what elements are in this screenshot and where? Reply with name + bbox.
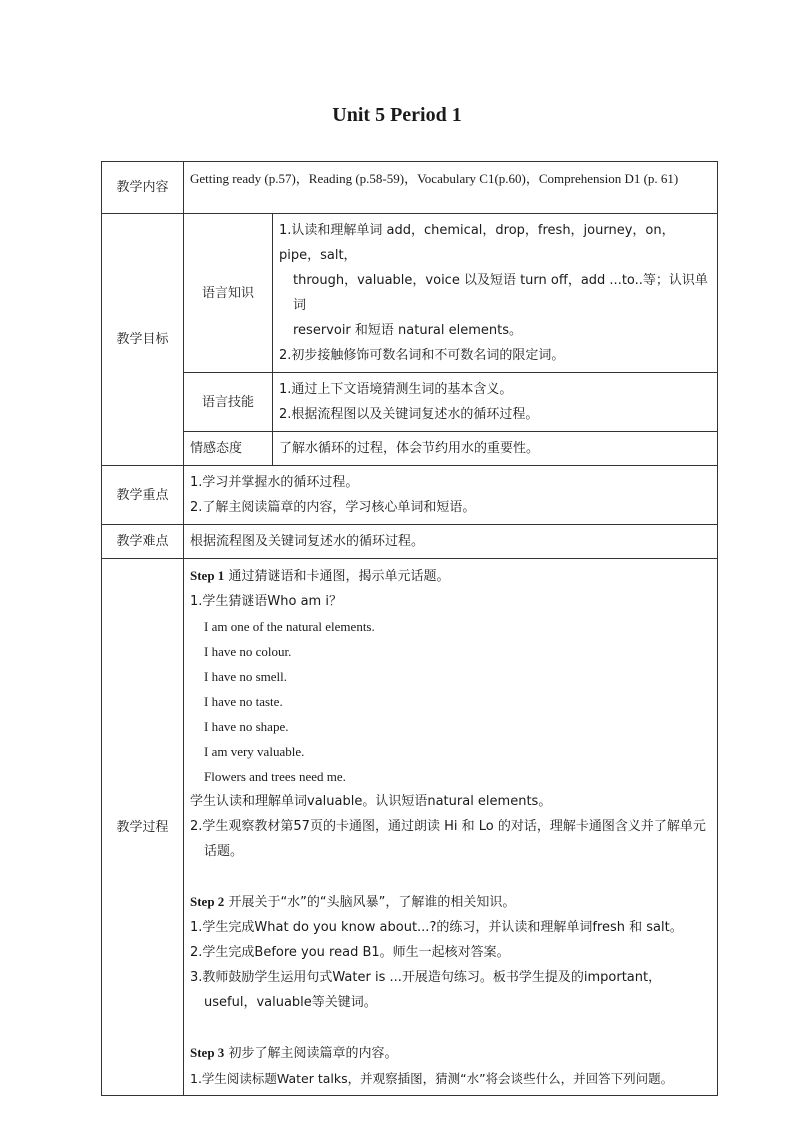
riddle-line: I have no taste. [204, 694, 283, 709]
skills-cell [273, 373, 718, 432]
step1-desc: 通过猜谜语和卡通图，揭示单元话题。 [224, 569, 450, 584]
row-content [102, 162, 718, 214]
riddle-line: I am very valuable. [204, 744, 305, 759]
label-process: 教学过程 [102, 559, 184, 1096]
step2-desc: 开展关于“水”的“头脑风暴”，了解谁的相关知识。 [224, 895, 516, 910]
label-knowledge: 语言知识 [184, 214, 273, 373]
label-difficulties: 教学难点 [102, 525, 184, 559]
label-skills: 语言技能 [184, 373, 273, 432]
step3-line1: 1.学生阅读标题Water talks，并观察插图，猜测“水”将会谈些什么，并回答下列问题。 [190, 1071, 674, 1086]
process-cell [184, 559, 718, 1096]
row-goals-emotion [102, 432, 718, 466]
knowledge-cell [273, 214, 718, 373]
knowledge-line: 2.初步接触修饰可数名词和不可数名词的限定词。 [279, 348, 565, 363]
row-goals-knowledge [102, 214, 718, 373]
row-difficulties [102, 525, 718, 559]
label-content: 教学内容 [102, 162, 184, 214]
label-goals: 教学目标 [102, 214, 184, 466]
step1-line1: 1.学生猜谜语Who am i？ [190, 594, 342, 609]
riddle-line: I have no shape. [204, 719, 289, 734]
riddle-line: Flowers and trees need me. [204, 769, 346, 784]
lesson-plan-table [101, 161, 718, 1096]
row-key-points [102, 466, 718, 525]
knowledge-line: reservoir 和短语 natural elements。 [293, 323, 523, 338]
step1-line2: 2.学生观察教材第57页的卡通图，通过朗读 Hi 和 Lo 的对话，理解卡通图含义并了解单元话题。 [190, 819, 706, 859]
skills-line: 1.通过上下文语境猜测生词的基本含义。 [279, 382, 513, 397]
step1-title [190, 563, 711, 589]
key-point-line: 1.学习并掌握水的循环过程。 [190, 475, 359, 490]
step2-head: Step 2 [190, 894, 225, 909]
step2-line: 3.教师鼓励学生运用句式Water is ...开展造句练习。板书学生提及的important，useful，valuable等关键词。 [190, 970, 662, 1010]
step2-line: 1.学生完成What do you know about...?的练习，并认读和理解单词fresh 和 salt。 [190, 920, 683, 935]
knowledge-line: 1.认读和理解单词 add，chemical，drop，fresh，journey，on，pipe，salt， [279, 223, 675, 263]
key-points-cell [184, 466, 718, 525]
row-process [102, 559, 718, 1096]
emotion-text: 了解水循环的过程，体会节约用水的重要性。 [273, 432, 718, 466]
step3-title [190, 1040, 711, 1066]
spacer [190, 1015, 711, 1040]
page-title: Unit 5 Period 1 [332, 104, 462, 126]
label-key-points: 教学重点 [102, 466, 184, 525]
step2-title [190, 889, 711, 915]
riddle-line: I have no colour. [204, 644, 292, 659]
key-point-line: 2.了解主阅读篇章的内容，学习核心单词和短语。 [190, 500, 476, 515]
spacer [190, 864, 711, 889]
row-goals-skills [102, 373, 718, 432]
riddle-line: I have no smell. [204, 669, 288, 684]
skills-line: 2.根据流程图以及关键词复述水的循环过程。 [279, 407, 539, 422]
step1-after: 学生认读和理解单词valuable。认识短语natural elements。 [190, 794, 552, 809]
content-text: Getting ready (p.57)，Reading (p.58-59)，Vocabulary C1(p.60)，Comprehension D1 (p. 61) [184, 162, 718, 214]
label-emotion: 情感态度 [184, 432, 273, 466]
difficulties-text: 根据流程图及关键词复述水的循环过程。 [184, 525, 718, 559]
riddle-line: I am one of the natural elements. [204, 619, 375, 634]
step3-head: Step 3 [190, 1045, 225, 1060]
step2-line: 2.学生完成Before you read B1。师生一起核对答案。 [190, 945, 510, 960]
step3-desc: 初步了解主阅读篇章的内容。 [224, 1046, 398, 1061]
knowledge-line: through，valuable，voice 以及短语 turn off，add ...to..等；认识单词 [293, 273, 708, 313]
step1-head: Step 1 [190, 568, 225, 583]
